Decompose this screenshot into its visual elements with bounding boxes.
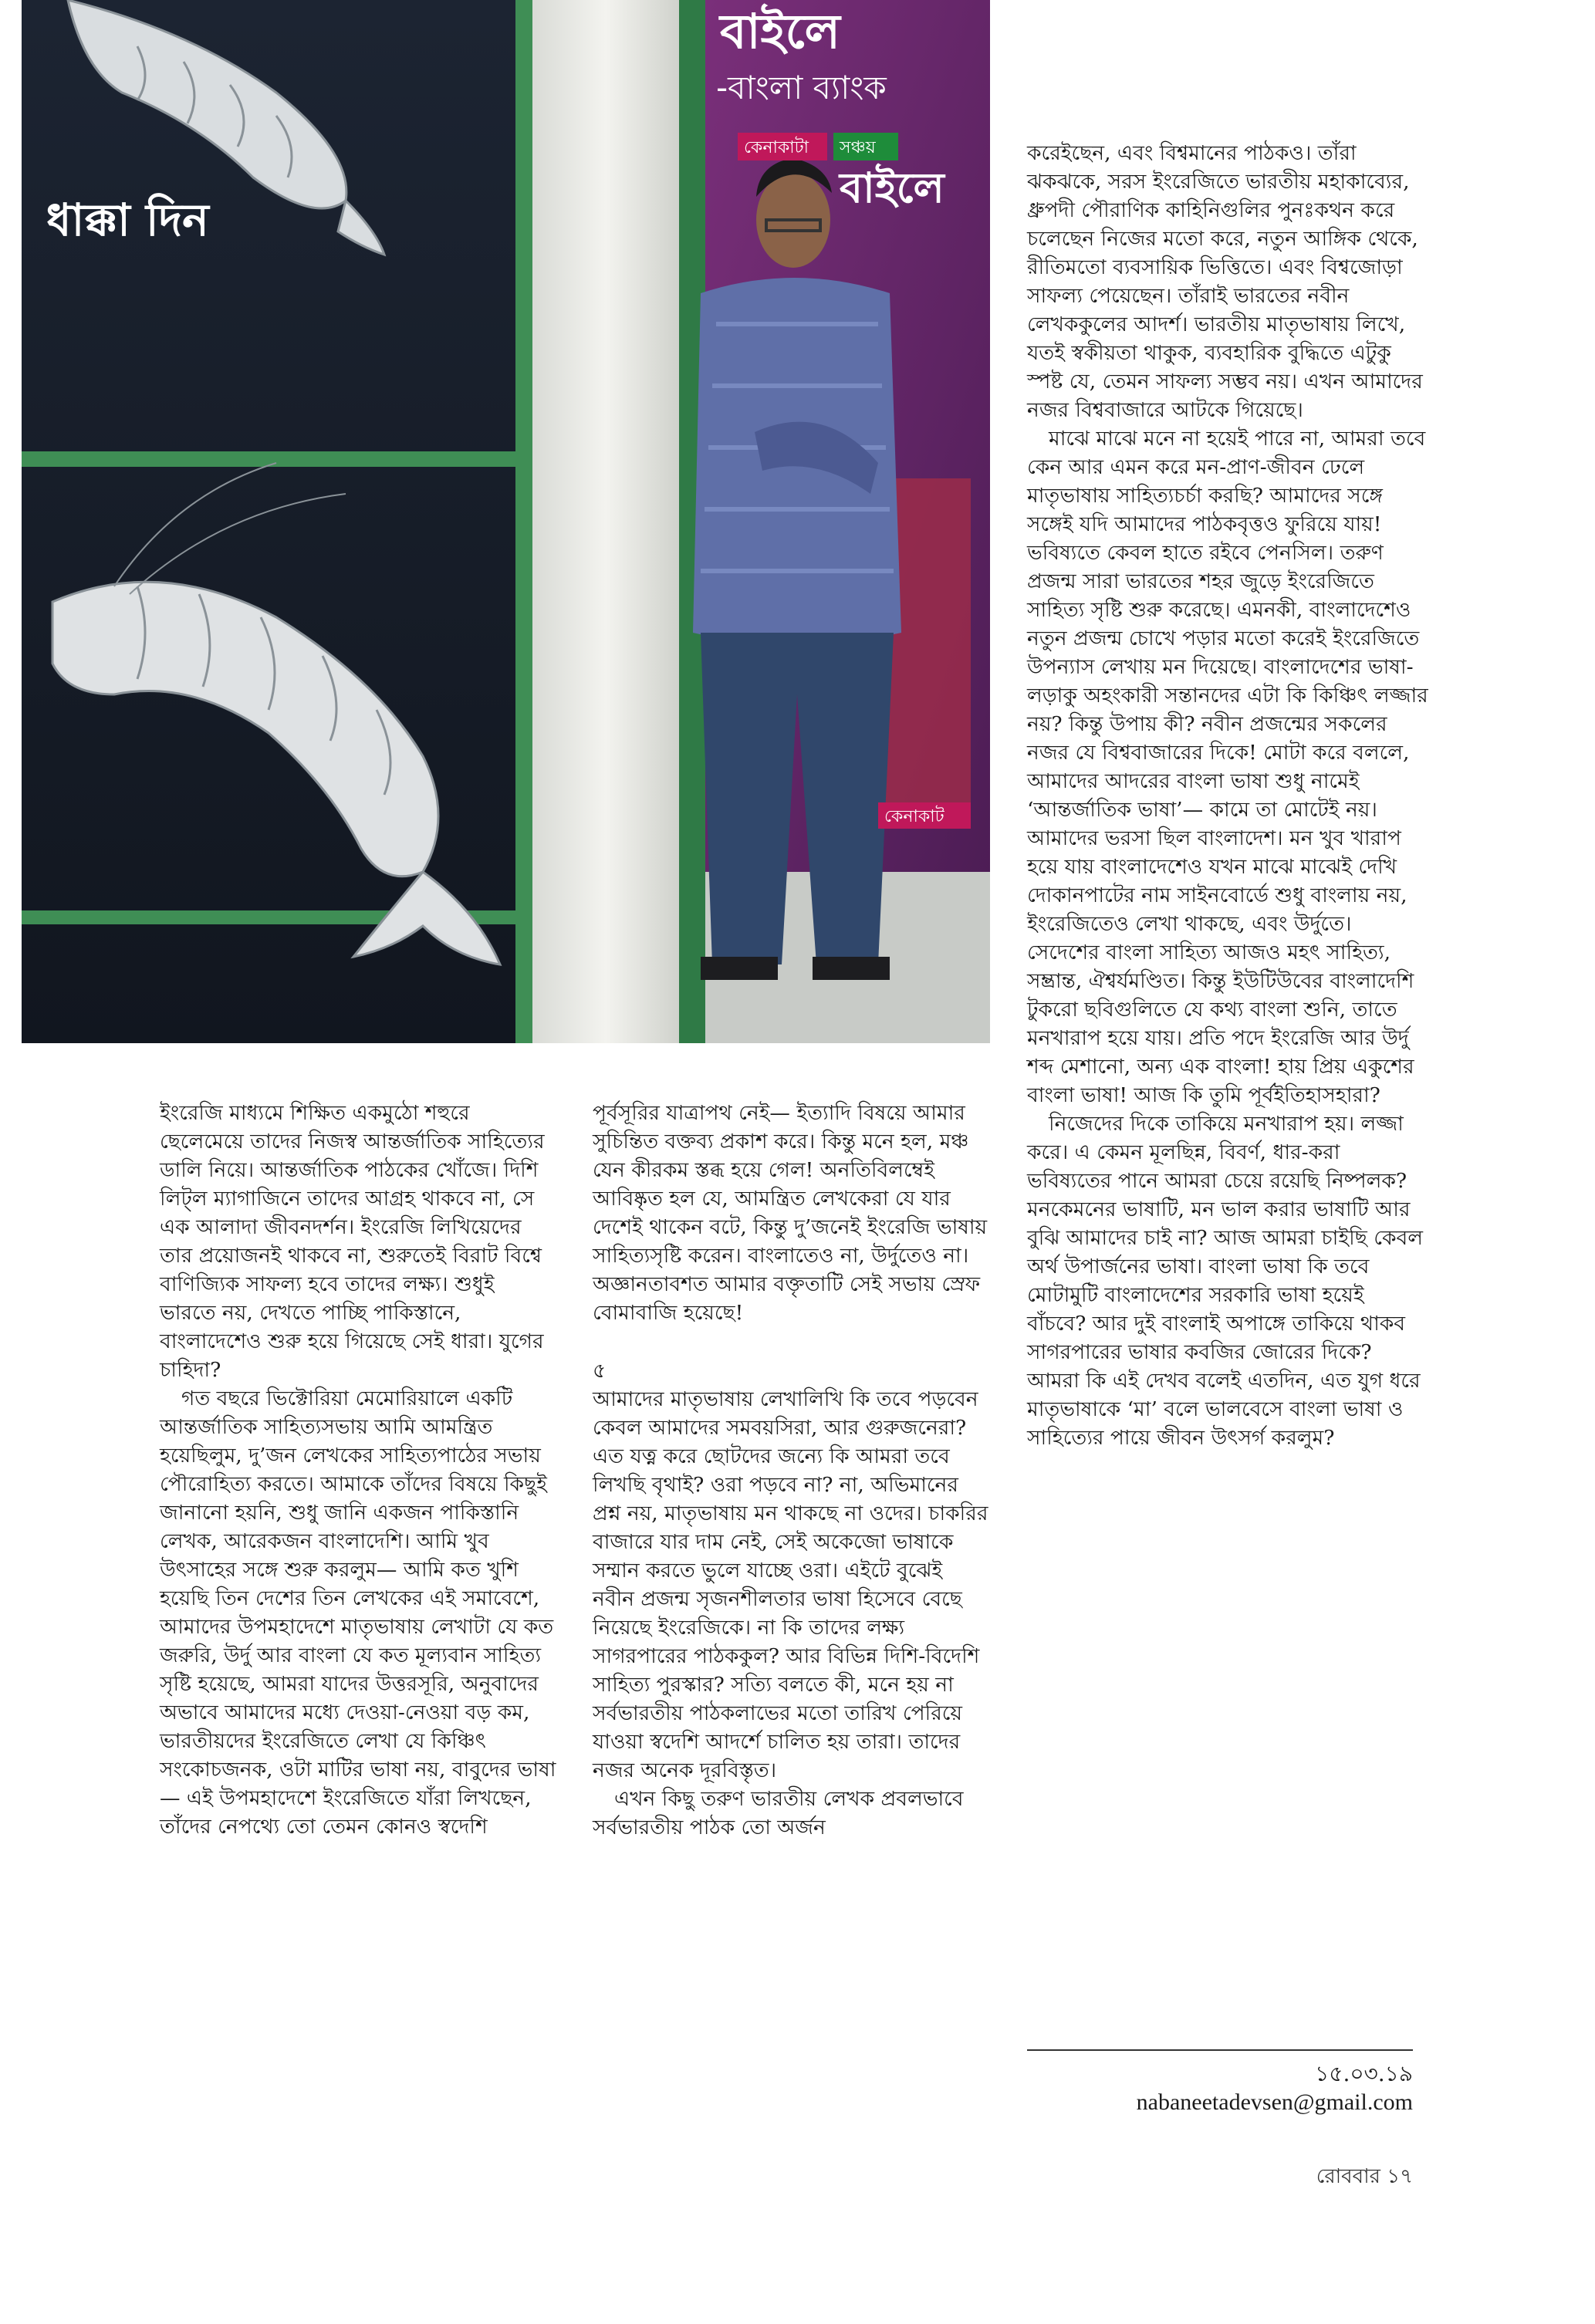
signoff-divider: [1027, 2049, 1413, 2051]
paragraph: মাঝে মাঝে মনে না হয়েই পারে না, আমরা তবে কেন আর এমন করে মন-প্রাণ-জীবন ঢেলে মাতৃভাষায় সাহিত্যচর্চা করছি? আমাদের সঙ্গে সঙ্গেই যদি আমাদের পাঠকবৃত্তও ফুরিয়ে যায়! ভবিষ্যতে কেবল হাতে রইবে পেনসিল। তরুণ প্রজন্ম সারা ভারতের শহর জুড়ে ইংরেজিতে সাহিত্য সৃষ্টি শুরু করেছে। এমনকী, বাংলাদেশেও নতুন প্রজন্ম চোখে পড়ার মতো করেই ইংরেজিতে উপন্যাস লেখায় মন দিয়েছে। বাংলাদেশের ভাষা-লড়াকু অহংকারী সন্তানদের এটা কি কিঞ্চিৎ লজ্জার নয়? কিন্তু উপায় কী? নবীন প্রজন্মের সকলের নজর যে বিশ্ববাজারের দিকে! মোটা করে বললে, আমাদের আদরের বাংলা ভাষা শুধু নামেই ‘আন্তর্জাতিক ভাষা’— কামে তা মোটেই নয়। আমাদের ভরসা ছিল বাংলাদেশ। মন খুব খারাপ হয়ে যায় বাংলাদেশেও যখন মাঝে মাঝেই দেখি দোকানপাটের নাম সাইনবোর্ডে শুধু বাংলায় নয়, ইংরেজিতেও লেখা থাকছে, এবং উর্দুতে। সেদেশের বাংলা সাহিত্য আজও মহৎ সাহিত্য, সম্ভ্রান্ত, ঐশ্বর্যমণ্ডিত। কিন্তু ইউটিউবের বাংলাদেশি টুকরো ছবিগুলিতে যে কথ্য বাংলা শুনি, তাতে মনখারাপ হয়ে যায়। প্রতি পদে ইংরেজি আর উর্দু শব্দ মেশানো, অন্য এক বাংলা! হায় প্রিয় একুশের বাংলা ভাষা! আজ কি তুমি পূর্বইতিহাসহারা?: [1027, 427, 1428, 1107]
paragraph: এখন কিছু তরুণ ভারতীয় লেখক প্রবলভাবে সর্বভারতীয় পাঠক তো অর্জন: [593, 1787, 964, 1839]
article-photo: [22, 0, 990, 1043]
sign-tag-3: কেনাকাট: [884, 807, 944, 826]
sign-top-text: বাইলে: [720, 3, 840, 59]
paragraph: করেইছেন, এবং বিশ্বমানের পাঠকও। তাঁরা ঝকঝকে, সরস ইংরেজিতে ভারতীয় মহাকাব্যের, ধ্রুপদী পৌরাণিক কাহিনিগুলির পুনঃকথন করে চলেছেন নিজের মতো করে, নতুন আঙ্গিক থেকে, রীতিমতো ব্যবসায়িক ভিত্তিতে। এবং বিশ্বজোড়া সাফল্য পেয়েছেন। তাঁরাই ভারতের নবীন লেখককুলের আদর্শ। ভারতীয় মাতৃভাষায় লিখে, যতই স্বকীয়তা থাকুক, ব্যবহারিক বুদ্ধিতে এটুকু স্পষ্ট যে, তেমন সাফল্য সম্ভব নয়। এখন আমাদের নজর বিশ্ববাজারে আটকে গিয়েছে।: [1027, 141, 1423, 422]
paragraph: ইংরেজি মাধ্যমে শিক্ষিত একমুঠো শহুরে ছেলেমেয়ে তাদের নিজস্ব আন্তর্জাতিক সাহিত্যের ডালি নিয়ে। আন্তর্জাতিক পাঠকের খোঁজে। দিশি লিট্‌ল ম্যাগাজিনে তাদের আগ্রহ থাকবে না, সে এক আলাদা জীবনদর্শন। ইংরেজি লিখিয়েদের তার প্রয়োজনই থাকবে না, শুরুতেই বিরাট বিশ্বে বাণিজ্যিক সাফল্য হবে তাদের লক্ষ্য। শুধুই ভারতে নয়, দেখতে পাচ্ছি পাকিস্তানে, বাংলাদেশেও শুরু হয়ে গিয়েছে সেই ধারা। যুগের চাহিদা?: [160, 1101, 545, 1382]
sign-tag-1: কেনাকাটা: [744, 138, 809, 157]
article-column-2: [593, 1099, 989, 1842]
photo-illustration: [22, 0, 990, 1043]
sign-tag-2: সঞ্চয়: [840, 138, 876, 157]
paragraph: গত বছরে ভিক্টোরিয়া মেমোরিয়ালে একটি আন্তর্জাতিক সাহিত্যসভায় আমি আমন্ত্রিত হয়েছিলুম, দু’জন লেখকের সাহিত্যপাঠের সভায় পৌরোহিত্য করতে। আমাকে তাঁদের বিষয়ে কিছুই জানানো হয়নি, শুধু জানি একজন পাকিস্তানি লেখক, আরেকজন বাংলাদেশি। আমি খুব উৎসাহের সঙ্গে শুরু করলুম— আমি কত খুশি হয়েছি তিন দেশের তিন লেখকের এই সমাবেশে, আমাদের উপমহাদেশে মাতৃভাষায় লেখাটা যে কত জরুরি, উর্দু আর বাংলা যে কত মূল্যবান সাহিত্য সৃষ্টি হয়েছে, আমরা যাদের উত্তরসূরি, অনুবাদের অভাবে আমাদের মধ্যে দেওয়া-নেওয়া বড় কম, ভারতীয়দের ইংরেজিতে লেখা যে কিঞ্চিৎ সংকোচজনক, ওটা মাটির ভাষা নয়, বাবুদের ভাষা— এই উপমহাদেশে ইংরেজিতে যাঁরা লিখছেন, তাঁদের নেপথ্যে তো তেমন কোনও স্বদেশি: [160, 1387, 556, 1839]
page-footer: রোববার ১৭: [1316, 2165, 1413, 2188]
section-number: ৫: [593, 1359, 607, 1383]
paragraph: আমাদের মাতৃভাষায় লেখালিখি কি তবে পড়বেন কেবল আমাদের সমবয়সিরা, আর গুরুজনেরা? এত যত্ন করে ছোটদের জন্যে কি আমরা তবে লিখছি বৃথাই? ওরা পড়বে না? না, অভিমানের প্রশ্ন নয়, মাতৃভাষায় মন থাকছে না ওদের। চাকরির বাজারে যার দাম নেই, সেই অকেজো ভাষাকে সম্মান করতে ভুলে যাচ্ছে ওরা। এইটে বুঝেই নবীন প্রজন্ম সৃজনশীলতার ভাষা হিসেবে বেছে নিয়েছে ইংরেজিকে। না কি তাদের লক্ষ্য সাগরপারের পাঠককুল? আর বিভিন্ন দিশি-বিদেশি সাহিত্য পুরস্কার? সত্যি বলতে কী, মনে হয় না সর্বভারতীয় পাঠকলাভের মতো তারিখ পেরিয়ে যাওয়া স্বদেশি আদর্শে চালিত হয় তারা। তাদের নজর অনেক দূরবিস্তৃত।: [593, 1387, 988, 1782]
article-column-3: [1027, 139, 1428, 1452]
sign-lower-text: বাইলে: [840, 164, 944, 212]
paragraph: নিজেদের দিকে তাকিয়ে মনখারাপ হয়। লজ্জা করে। এ কেমন মূলছিন্ন, বিবর্ণ, ধার-করা ভবিষ্যতের পানে আমরা চেয়ে রয়েছি নিষ্পলক? মনকেমনের ভাষাটি, মন ভাল করার ভাষাটি আর বুঝি আমাদের চাই না? আজ আমরা চাইছি কেবল অর্থ উপার্জনের ভাষা। বাংলা ভাষা কি তবে মোটামুটি বাংলাদেশের সরকারি ভাষা হয়েই বাঁচবে? আর দুই বাংলাই অপাঙ্গে তাকিয়ে থাকব সাগরপারের ভাষার কবজির জোরের দিকে? আমরা কি এই দেখব বলেই এতদিন, এত যুগ ধরে মাতৃভাষাকে ‘মা’ বলে ভালবেসে বাংলা ভাষা ও সাহিত্যের পায়ে জীবন উৎসর্গ করলুম?: [1027, 1112, 1423, 1450]
article-column-1: [160, 1099, 556, 1841]
left-sign-text: ধাক্কা দিন: [46, 194, 209, 246]
white-pillar: [532, 0, 679, 1043]
author-email-link[interactable]: nabaneetadevsen@gmail.com: [1136, 2089, 1413, 2115]
paragraph: পূর্বসূরির যাত্রাপথ নেই— ইত্যাদি বিষয়ে আমার সুচিন্তিত বক্তব্য প্রকাশ করে। কিন্তু মনে হল, মঞ্চ যেন কীরকম স্তব্ধ হয়ে গেল! অনতিবিলম্বেই আবিষ্কৃত হল যে, আমন্ত্রিত লেখকেরা যে যার দেশেই থাকেন বটে, কিন্তু দু’জনেই ইংরেজি ভাষায় সাহিত্যসৃষ্টি করেন। বাংলাতেও না, উর্দুতেও না। অজ্ঞানতাবশত আমার বক্তৃতাটি সেই সভায় স্রেফ বোমাবাজি হয়েছে!: [593, 1101, 988, 1325]
article-date: ১৫.০৩.১৯: [1315, 2061, 1413, 2086]
green-frame-vertical: [515, 0, 532, 1043]
sign-bank-text: -বাংলা ব্যাংক: [716, 69, 887, 106]
